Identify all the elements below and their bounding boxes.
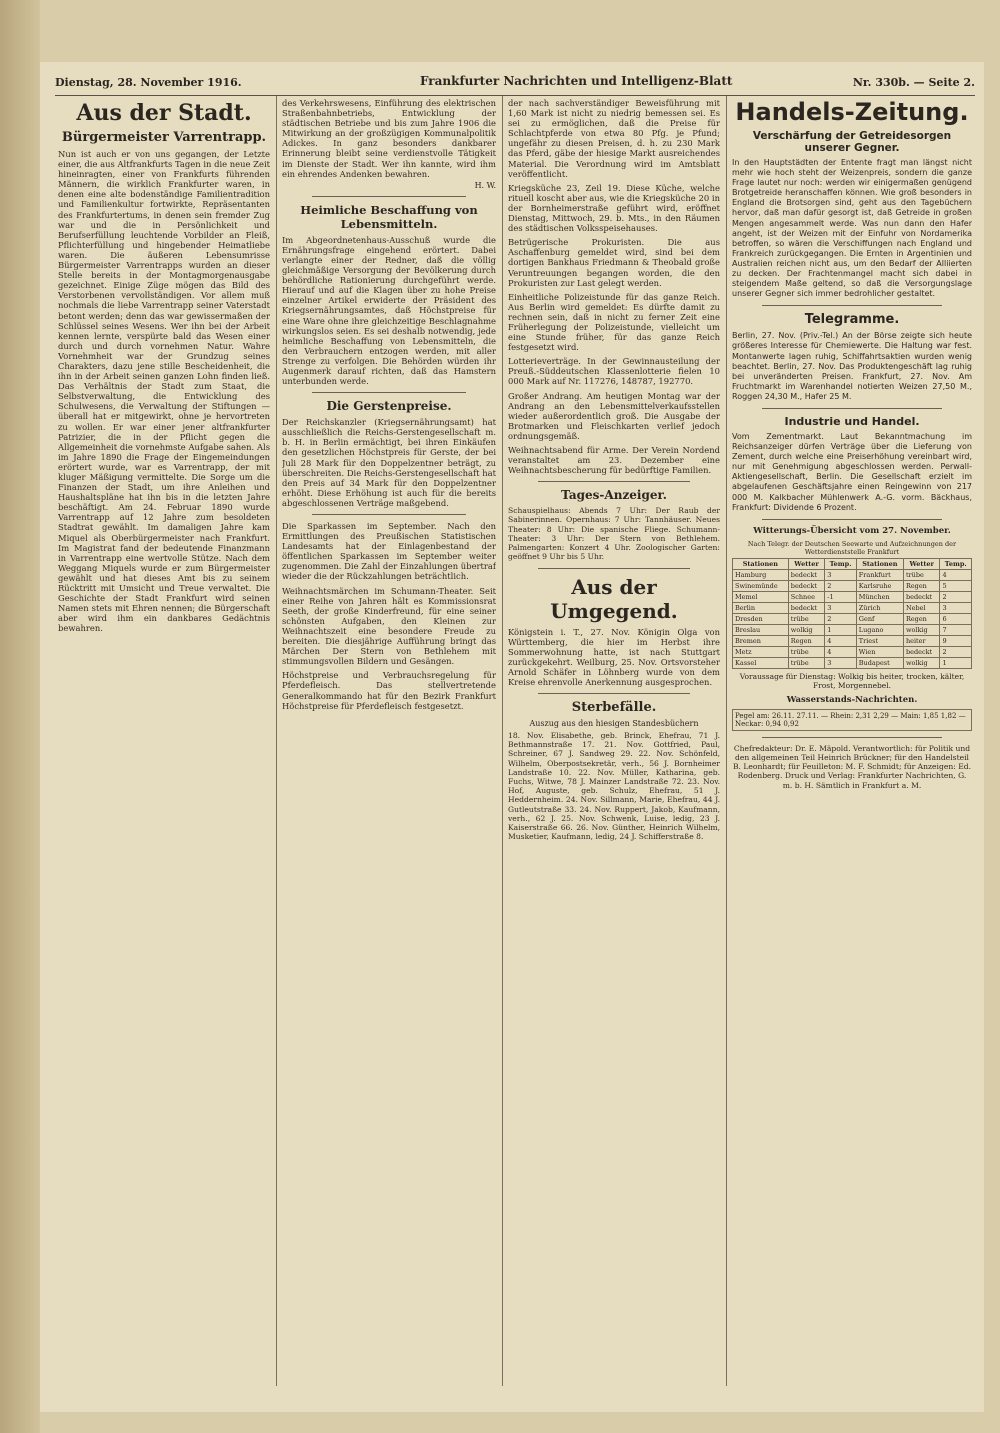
divider: [762, 519, 942, 520]
column-divider: [726, 96, 727, 1386]
table-cell: Nebel: [903, 602, 940, 613]
table-cell: 2: [940, 646, 972, 657]
divider: [538, 481, 690, 482]
news-item: Betrügerische Prokuristen. Die aus Aschaffenburg gemeldet wird, sind bei dem dortigen Bankhaus Friedmann & Theobald große Veruntreuungen begangen worden, die den Prokuristen zur Last gelegt werden.: [508, 237, 720, 288]
table-cell: Lugano: [856, 624, 903, 635]
divider: [762, 305, 942, 306]
death-notices: 18. Nov. Elisabethe, geb. Brinck, Ehefrau, 71 J. Bethmannstraße 17. 21. Nov. Gottfried, Paul, Schreiner, 67 J. Sandweg 29. 22. Nov. Schönfeld, Wilhelm, Oberpostsekretär, verh., 56 J. Bornheimer Landstraße 10. 22. Nov. Müller, Katharina, geb. Fuchs, Witwe, 78 J. Mainzer Landstraße 72. 23. Nov. Hof, Auguste, geb. Schulz, Ehefrau, 51 J. Heddernheim. 24. Nov. Sillmann, Marie, Ehefrau, 44 J. Gutleutstraße 33. 24. Nov. Ruppert, Jakob, Kaufmann, verh., 62 J. 25. Nov. Schwenk, Luise, ledig, 23 J. Kaiserstraße 66. 26. Nov. Günther, Heinrich Wilhelm, Musketier, Kaufmann, ledig, 24 J. Schifferstraße 8.: [508, 731, 720, 842]
news-item: Höchstpreise und Verbrauchsregelung für Pferdefleisch. Das stellvertretende Generalkommando hat für den Bezirk Frankfurt Höchstpreise für Pferdefleisch festgesetzt.: [282, 670, 496, 711]
article-headline: Heimliche Beschaffung von Lebensmitteln.: [300, 202, 478, 231]
page-header: [55, 72, 975, 94]
table-row: [733, 591, 972, 602]
article-body: In den Hauptstädten der Entente fragt man längst nicht mehr wie hoch steht der Weizenpreis, sondern die ganze Frage lautet nur noch: werden wir einigermaßen genügend Brotgetreide heranschaffen können. Wie groß besonders in England die Brotsorgen sind, geht aus den Tagebüchern hervor, daß man dafür gesorgt ist, daß Getreide in großen Mengen angesammelt werde. Was nun dann den Hafer angeht, ist der Weizen mit der Einfuhr von Nordamerika betroffen, so wären die Verschiffungen nach England und Frankreich zurückgegangen. Die Ernten in Argentinien und Australien reichen nicht aus, um den Bedarf der Alliierten zu decken. Der Frachtenmangel macht sich dabei in steigendem Maße geltend, so daß die Versorgungslage unserer Gegner sich immer bedrohlicher gestaltet.: [732, 158, 972, 299]
news-item: Kriegsküche 23, Zeil 19. Diese Küche, welche rituell koscht aber aus, wie die Kriegsküche 20 in der Bornheimerstraße geführt wird, eröffnet Dienstag, Mittwoch, 29. b. Mts., in den Räumen des städtischen Volksspeisehauses.: [508, 182, 720, 234]
article-continuation: der nach sachverständiger Beweisführung mit 1,60 Mark ist nicht zu niedrig bemessen sei. Es sei zu ermöglichen, daß die Preise für Schlachtpferde von etwa 80 Pfg. je Pfund; ungefähr zu diesen Preisen, d. h. zu 230 Mark das Pferd, gäbe der hiesige Markt ausreichendes Material. Die Verordnung wird im Amtsblatt veröffentlicht.: [508, 98, 720, 179]
table-cell: Dresden: [733, 613, 789, 624]
table-cell: bedeckt: [903, 646, 940, 657]
water-level-table: Pegel am: 26.11. 27.11. — Rhein: 2,31 2,29 — Main: 1,85 1,82 — Neckar: 0,94 0,92: [732, 709, 972, 731]
section-title: Aus der Stadt.: [76, 100, 252, 126]
table-row: [733, 602, 972, 613]
table-row: [733, 580, 972, 591]
article-body: Königstein i. T., 27. Nov. Königin Olga von Württemberg, die hier im Herbst ihre Sommerwohnung hatte, ist nach Stuttgart zurückgekehrt. Weilburg, 25. Nov. Ortsvorsteher Arnold Schäfer in Löhnberg wurde von dem Kreise ehrenvolle Anerkennung ausgesprochen.: [508, 626, 720, 687]
table-cell: 1: [940, 657, 972, 668]
section-title: Telegramme.: [804, 312, 900, 328]
table-cell: Regen: [903, 580, 940, 591]
table-cell: -1: [825, 591, 856, 602]
table-cell: Regen: [903, 613, 940, 624]
divider: [538, 693, 690, 694]
table-cell: München: [856, 591, 903, 602]
table-cell: bedeckt: [788, 569, 825, 580]
weather-forecast: Voraussage für Dienstag: Wolkig bis heiter, trocken, kälter, Frost, Morgennebel.: [739, 671, 965, 690]
table-cell: 3: [825, 657, 856, 668]
article-body: Nun ist auch er von uns gegangen, der Letzte einer, die aus Altfrankfurts Tagen in die neue Zeit hineinragten, einer von Frankfurts führenden Männern, die wirklich Frankfurter waren, in denen eine alte bodenständige Familientradition und Familienkultur fortwirkte, Repräsentanten des Frankfurtertums, in denen sein fremder Zug war und die in Persönlichkeit und Berufserfüllung leuchtende Vorbilder an Fleiß, Pflichterfüllung und hingebender Heimatliebe waren. Die äußeren Lebensumrisse Bürgermeister Varrentrapps wurden an dieser Stelle bereits in der Montagmorgenausgabe gezeichnet. Einige Züge mögen das Bild des Verstorbenen vervollständigen. Vor allem muß nochmals die liebe Varrentrapp seiner Vaterstadt betont werden; denn das war gewissermaßen der Schlüssel seines Wesens. Wer ihn bei der Arbeit kennen lernte, verspürte bald das Wesen einer durch und durch vornehmen Natur. Wahre Vornehmheit war der Grundzug seines Charakters, dazu jene stille Bescheidenheit, die ihn in der Arbeit seinen ganzen Lohn finden ließ. Das Verhältnis der Stadt zum Staat, die Selbstverwaltung, die Entwicklung des Schulwesens, die Verwaltung der Stiftungen — überall hat er mitgewirkt, ohne je hervortreten zu wollen. Er war einer jener altfrankfurter Patrizier, die in der Pflicht gegen die Allgemeinheit die vornehmste Aufgabe sahen. Als im Jahre 1890 die Frage der Eingemeindungen erörtert wurde, war es Varrentrapp, der mit kluger Mäßigung vermittelte. Die Sorge um die Finanzen der Stadt, um ihre Anleihen und Haushaltspläne hat ihn bis in die letzten Jahre beschäftigt. Am 24. Februar 1890 wurde Varrentrapp auf 12 Jahre zum besoldeten Stadtrat gewählt. Im damaligen Jahre kam Miquel als Oberbürgermeister nach Frankfurt. Im Magistrat fand der bedeutende Finanzmann in Varrentrapp eine wertvolle Stütze. Nach dem Weggang Miquels wurde er zum Bürgermeister gewählt und hat dieses Amt bis zu seinem Rücktritt mit Umsicht und Treue verwaltet. Die Geschichte der Stadt Frankfurt wird seinen Namen stets mit Ehren nennen; die Bürgerschaft aber wird ihm ein dankbares Gedächtnis bewahren.: [58, 149, 270, 634]
table-cell: 6: [940, 613, 972, 624]
article-continuation: des Verkehrswesens, Einführung des elektrischen Straßenbahnbetriebs, Entwicklung der städtischen Betriebe und bis zum Jahre 1906 die Mitwirkung an der großzügigen Kommunalpolitik Adickes. In ganz besonders dankbarer Erinnerung bleibt seine verdienstvolle Tätigkeit im Dienste der Stadt. Wer ihn kannte, wird ihm ein ehrendes Andenken bewahren.: [282, 98, 496, 179]
table-cell: 9: [940, 635, 972, 646]
table-header: Stationen: [856, 558, 903, 569]
article-body: Vom Zementmarkt. Laut Bekanntmachung im Reichsanzeiger dürfen Verträge über die Lieferung von Zement, durch welche eine Preiserhöhung vereinbart wird, nur mit Genehmigung abgeschlossen werden. Perwall-Aktiengesellschaft, Berlin. Die Gesellschaft erzielt im abgelaufenen Geschäftsjahre einen Reingewinn von 217 000 M. Kalkbacher Mühlenwerk A.-G. vorm. Bäckhaus, Frankfurt: Dividende 6 Prozent.: [732, 431, 972, 512]
divider: [762, 737, 942, 738]
table-cell: trübe: [788, 613, 825, 624]
article-headline: Die Gerstenpreise.: [326, 399, 452, 414]
table-cell: 3: [825, 569, 856, 580]
imprint: Chefredakteur: Dr. E. Mäpold. Verantwortlich: für Politik und den allgemeinen Teil Heinrich Brückner; für den Handelsteil B. Leonhardt; für Feuilleton: M. F. Schmidt; für Anzeigen: Ed. Rodenberg. Druck und Verlag: Frankfurter Nachrichten, G. m. b. H. Sämtlich in Frankfurt a. M.: [732, 743, 972, 790]
table-cell: Budapest: [856, 657, 903, 668]
table-cell: wolkig: [903, 657, 940, 668]
table-cell: Triest: [856, 635, 903, 646]
table-cell: Regen: [788, 635, 825, 646]
table-row: [733, 657, 972, 668]
column-local-items: [508, 98, 720, 1388]
table-cell: 4: [825, 646, 856, 657]
table-cell: Frankfurt: [856, 569, 903, 580]
weather-table: [732, 558, 972, 669]
header-page-number: Nr. 330b. — Seite 2.: [852, 76, 975, 89]
table-cell: 2: [825, 613, 856, 624]
table-header: Wetter: [903, 558, 940, 569]
table-cell: Kassel: [733, 657, 789, 668]
weather-table-body: [733, 569, 972, 668]
table-cell: bedeckt: [903, 591, 940, 602]
table-cell: Bremen: [733, 635, 789, 646]
table-cell: 3: [940, 602, 972, 613]
article-body: Im Abgeordnetenhaus-Ausschuß wurde die Ernährungsfrage eingehend erörtert. Dabei verlangte einer der Redner, daß die völlig gleichmäßige Versorgung der Bevölkerung durch behördliche Rationierung durchgeführt werde. Hierauf und auf die Klagen über zu hohe Preise einzelner Artikel erwiderte der Präsident des Kriegsernährungsamtes, daß Höchstpreise für eine Ware ohne ihre gleichzeitige Beschlagnahme wirkungslos seien. Es sei deshalb notwendig, jede heimliche Beschaffung von Lebensmitteln, die den Verbrauchern entzogen werden, mit aller Strenge zu verfolgen. Die Behörden würden ihr Augenmerk darauf richten, daß das Hamstern unterbunden werde.: [282, 234, 496, 387]
section-title: Tages-Anzeiger.: [561, 488, 667, 503]
divider: [312, 196, 466, 197]
table-cell: trübe: [788, 657, 825, 668]
weather-title: Witterungs-Übersicht vom 27. November.: [753, 525, 951, 536]
table-cell: Hamburg: [733, 569, 789, 580]
table-row: [733, 613, 972, 624]
news-item: Weihnachtsmärchen im Schumann-Theater. Seit einer Reihe von Jahren hält es Kommissionsrat Seeth, der große Kinderfreund, für eine seiner schönsten Aufgaben, den Kleinen zur Weihnachtszeit eine besondere Freude zu bereiten. Die diesjährige Aufführung bringt das Märchen Der Stern von Bethlehem mit stimmungsvollen Bildern und Gesängen.: [282, 585, 496, 667]
table-cell: Swinemünde: [733, 580, 789, 591]
news-item: Großer Andrang. Am heutigen Montag war der Andrang an den Lebensmittelverkaufsstellen wieder außerordentlich groß. Die Ausgabe der Brotmarken und Fleischkarten verlief jedoch ordnungsgemäß.: [508, 390, 720, 441]
section-subtitle: Auszug aus den hiesigen Standesbüchern: [529, 719, 699, 729]
table-cell: Schnee: [788, 591, 825, 602]
listings: Schauspielhaus: Abends 7 Uhr: Der Raub der Sabinerinnen. Opernhaus: 7 Uhr: Tannhäuser. Neues Theater: 8 Uhr: Die spanische Fliege. Schumann-Theater: 3 Uhr: Der Stern von Bethlehem. Palmengarten: Konzert 4 Uhr. Zoologischer Garten: geöffnet 9 Uhr bis 5 Uhr.: [508, 506, 720, 562]
table-cell: Berlin: [733, 602, 789, 613]
news-item: Die Sparkassen im September. Nach den Ermittlungen des Preußischen Statistischen Landesamts hat der Einlagenbestand der öffentlichen Sparkassen im September weiter zugenommen. Die Zahl der Einzahlungen übertraf wieder die der Rückzahlungen beträchtlich.: [282, 521, 496, 582]
water-level-title: Wasserstands-Nachrichten.: [786, 694, 918, 705]
article-body: Der Reichskanzler (Kriegsernährungsamt) hat ausschließlich die Reichs-Gerstengesellschaft m. b. H. in Berlin ermächtigt, bei ihren Einkäufen den gesetzlichen Höchstpreis für Gerste, der bei Juli 28 Mark für den Doppelzentner beträgt, zu überschreiten. Die Reichs-Gerstengesellschaft hat den Preis auf 34 Mark für den Doppelzentner erhöht. Diese Erhöhung ist auch für die bereits abgeschlossenen Verträge maßgebend.: [282, 417, 496, 508]
news-item: Lotterieverträge. In der Gewinnausteilung der Preuß.-Süddeutschen Klassenlotterie fielen 10 000 Mark auf Nr. 117276, 148787, 192770.: [508, 356, 720, 387]
section-title: Sterbefälle.: [571, 700, 657, 716]
table-header: Wetter: [788, 558, 825, 569]
table-cell: wolkig: [788, 624, 825, 635]
table-header-row: [733, 558, 972, 569]
table-cell: wolkig: [903, 624, 940, 635]
table-cell: Memel: [733, 591, 789, 602]
table-row: [733, 569, 972, 580]
table-cell: 5: [940, 580, 972, 591]
article-headline: Verschärfung der Getreidesorgen unserer Gegner.: [752, 130, 952, 154]
table-cell: trübe: [903, 569, 940, 580]
table-cell: 2: [825, 580, 856, 591]
table-header: Temp.: [940, 558, 972, 569]
table-cell: 7: [940, 624, 972, 635]
table-cell: Metz: [733, 646, 789, 657]
page-edge: [0, 0, 40, 1433]
weather-subtitle: Nach Telegr. der Deutschen Seewarte und Aufzeichnungen der Wetterdienststelle Frankfurt: [747, 539, 957, 556]
table-cell: Genf: [856, 613, 903, 624]
column-local-news: [58, 98, 270, 1388]
column-divider: [502, 96, 503, 1386]
divider: [312, 514, 466, 515]
table-row: [733, 635, 972, 646]
table-cell: 4: [940, 569, 972, 580]
news-item: Weihnachtsabend für Arme. Der Verein Nordend veranstaltet am 23. Dezember eine Weihnachtsbescherung für bedürftige Familien.: [508, 445, 720, 476]
news-item: Einheitliche Polizeistunde für das ganze Reich. Aus Berlin wird gemeldet: Es dürfte damit zu rechnen sein, daß in nicht zu ferner Zeit eine Früherlegung der Polizeistunde, vielleicht um eine Stunde früher, für das ganze Reich festgesetzt wird.: [508, 291, 720, 353]
divider: [312, 392, 466, 393]
table-header: Stationen: [733, 558, 789, 569]
table-row: [733, 646, 972, 657]
divider: [538, 568, 690, 569]
header-date: Dienstag, 28. November 1916.: [55, 76, 242, 89]
header-rule: [55, 95, 975, 96]
section-title: Industrie und Handel.: [784, 414, 920, 428]
table-cell: 1: [825, 624, 856, 635]
article-headline: Bürgermeister Varrentrapp.: [61, 130, 267, 145]
table-cell: trübe: [788, 646, 825, 657]
table-cell: Wien: [856, 646, 903, 657]
table-row: [733, 624, 972, 635]
table-cell: bedeckt: [788, 602, 825, 613]
article-body: Berlin, 27. Nov. (Priv.-Tel.) An der Börse zeigte sich heute größeres Interesse für Chemiewerte. Die Haltung war fest. Montanwerte lagen ruhig, Schiffahrtsaktien wurden wenig beachtet. Berlin, 27. Nov. Das Produktengeschäft lag ruhig bei unveränderten Preisen. Frankfurt, 27. Nov. Am Fruchtmarkt im Warenhandel notierten Weizen 27,50 M., Roggen 24,30 M., Hafer 25 M.: [732, 331, 972, 401]
table-cell: Karlsruhe: [856, 580, 903, 591]
table-header: Temp.: [825, 558, 856, 569]
table-cell: bedeckt: [788, 580, 825, 591]
table-cell: 4: [825, 635, 856, 646]
column-business: [732, 98, 972, 1388]
table-cell: 3: [825, 602, 856, 613]
table-cell: 2: [940, 591, 972, 602]
table-cell: Breslau: [733, 624, 789, 635]
section-title: Aus der Umgegend.: [550, 574, 678, 623]
table-cell: heiter: [903, 635, 940, 646]
table-cell: Zürich: [856, 602, 903, 613]
section-title: Handels-Zeitung.: [735, 98, 969, 126]
column-divider: [276, 96, 277, 1386]
author-signature: H. W.: [474, 180, 496, 190]
header-masthead: Frankfurter Nachrichten und Intelligenz-Blatt: [420, 74, 733, 88]
column-articles: [282, 98, 496, 1388]
divider: [762, 408, 942, 409]
